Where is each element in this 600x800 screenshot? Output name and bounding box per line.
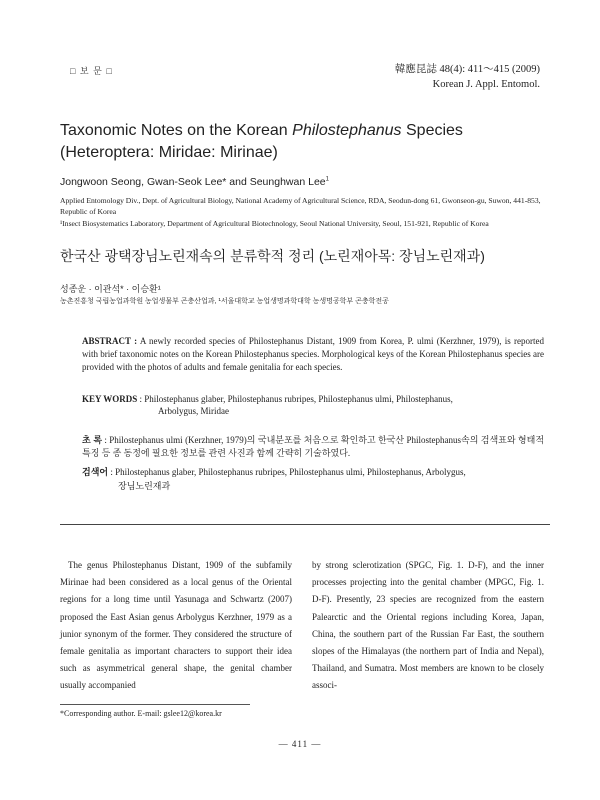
title-genus-italic: Philostephanus — [292, 122, 402, 139]
author-superscript: 1 — [325, 176, 329, 183]
korean-abstract-label: 초 록 — [82, 435, 103, 445]
affiliation-korean: 농촌진흥청 국립농업과학원 농업생물부 곤충산업과, ¹서울대학교 농업생명과학대학 농생명공학부 곤충학전공 — [60, 298, 389, 305]
korean-abstract — [82, 434, 544, 460]
korean-abstract-text: : Philostephanus ulmi (Kerzhner, 1979)의 국내분포를 처음으로 확인하고 한국산 Philostephanus속의 검색표와 형태적 특징 등 종 동정에 필요한 정보를 관련 사진과 함께 간략히 기술하였다. — [82, 435, 545, 458]
keywords-label: KEY WORDS — [82, 394, 138, 404]
title-part-2: Species (Heteroptera: Miridae: Mirinae) — [60, 122, 463, 161]
abstract-label: ABSTRACT : — [82, 336, 138, 346]
journal-info — [395, 62, 540, 92]
section-divider — [60, 524, 550, 525]
author-names: Jongwoon Seong, Gwan-Seok Lee* and Seunghwan Lee — [60, 176, 326, 188]
abstract-text: A newly recorded species of Philostephanus Distant, 1909 from Korea, P. ulmi (Kerzhner, 1979), is reported with brief taxonomic notes on the Korean Philostephanus species. Morphological keys of the Korean Philostephanus species are provided with the photos of adults and female genitalia for each species. — [82, 336, 544, 372]
authors-korean: 성종운 · 이관석* · 이승환¹ — [60, 284, 161, 294]
page-number: — 411 — — [278, 739, 322, 749]
section-label: □ 보 문 □ — [70, 66, 113, 76]
keywords-line-2: Arbolygus, Miridae — [158, 406, 229, 416]
keywords-line-1: : Philostephanus glaber, Philostephanus rubripes, Philostephanus ulmi, Philostephanus, — [139, 394, 453, 404]
abstract — [82, 335, 544, 374]
korean-keywords-label: 검색어 — [82, 467, 109, 477]
korean-keywords — [82, 466, 544, 479]
authors-english — [60, 176, 329, 188]
paper-title-korean: 한국산 광택장님노린재속의 분류학적 정리 (노린재아목: 장님노린재과) — [60, 248, 485, 264]
body-column-right: by strong sclerotization (SPGC, Fig. 1. D-F), and the inner processes projecting into the genital chamber (MPGC, Fig. 1. D-F). Presently, 23 species are recognized from the eastern Palearctic and the Oriental regions including Korea, Japan, China, the southern part of the Russian Far East, the southern slopes of the Himalayas (the northern part of India and Nepal), Thailand, and Sumatra. Most members are known to be closely associ- — [312, 560, 544, 691]
journal-citation: 韓應昆誌 48(4): 411～415 (2009) — [394, 64, 540, 75]
keywords — [82, 393, 544, 406]
journal-name: Korean J. Appl. Entomol. — [432, 79, 540, 90]
affiliation-1: Applied Entomology Div., Dept. of Agricultural Biology, National Academy of Agricultural Science, RDA, Seodun-dong 61, Gwonseon-gu, Suwon, 441-853, Republic of Korea — [60, 196, 541, 216]
title-part-1: Taxonomic Notes on the Korean — [60, 122, 293, 139]
korean-keywords-line-2: 장님노린재과 — [118, 481, 171, 491]
affiliation-2: ¹Insect Biosystematics Laboratory, Department of Agricultural Biotechnology, Seoul National University, Seoul, 151-921, Republic of Korea — [60, 219, 489, 228]
body-column-left: The genus Philostephanus Distant, 1909 of the subfamily Mirinae had been considered as a local genus of the Oriental regions for a long time until Yasunaga and Schwartz (2007) proposed the East Asian genus Arbolygus Kerzhner, 1979 as a junior synonym of the former. They considered the structure of female genitalia as important characters to support their idea such as asymmetrical general shape, the genital chamber usually accompanied — [60, 560, 292, 691]
corresponding-author-footnote: *Corresponding author. E-mail: gslee12@korea.kr — [60, 709, 222, 718]
footnote-divider — [60, 704, 250, 705]
paper-title-english — [60, 120, 550, 164]
korean-keywords-line-1: : Philostephanus glaber, Philostephanus rubripes, Philostephanus ulmi, Philostephanus, Arbolygus, — [110, 467, 466, 477]
